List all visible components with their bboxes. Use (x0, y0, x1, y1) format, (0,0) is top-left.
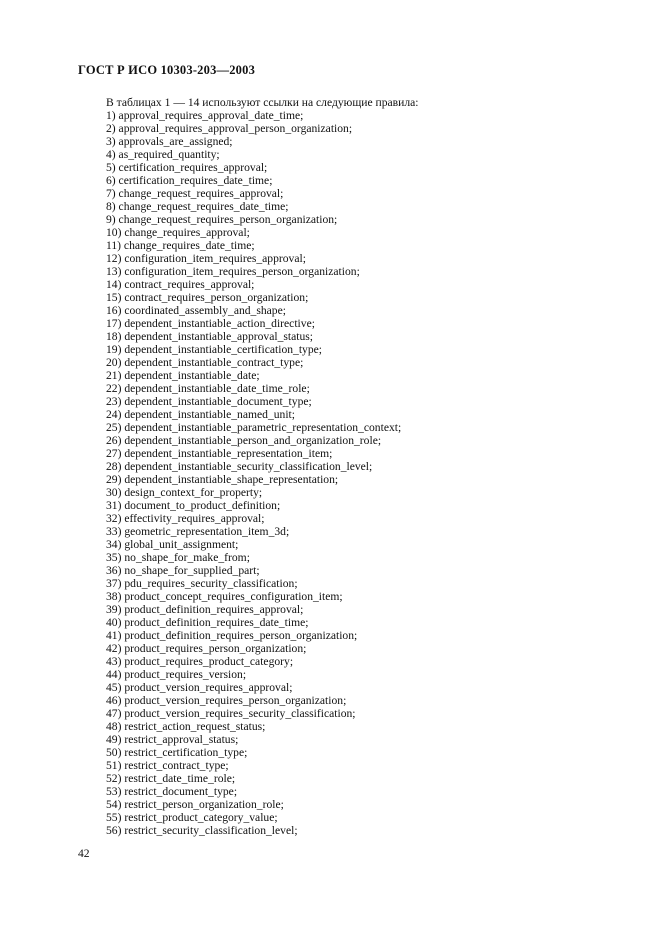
rule-list-item: 14) contract_requires_approval; (106, 278, 255, 291)
rule-list-item: 51) restrict_contract_type; (106, 759, 229, 772)
rule-list-item: 24) dependent_instantiable_named_unit; (106, 408, 295, 421)
rule-list-item: 37) pdu_requires_security_classification; (106, 577, 298, 590)
rule-list-item: 36) no_shape_for_supplied_part; (106, 564, 260, 577)
rule-list-item: 8) change_request_requires_date_time; (106, 200, 289, 213)
rule-list-item: 20) dependent_instantiable_contract_type; (106, 356, 304, 369)
rule-list-item: 11) change_requires_date_time; (106, 239, 255, 252)
rule-list-item: 22) dependent_instantiable_date_time_role; (106, 382, 310, 395)
rule-list-item: 45) product_version_requires_approval; (106, 681, 293, 694)
rule-list-item: 43) product_requires_product_category; (106, 655, 294, 668)
rule-list-item: 54) restrict_person_organization_role; (106, 798, 284, 811)
rules-list (106, 109, 401, 837)
rule-list-item: 16) coordinated_assembly_and_shape; (106, 304, 286, 317)
rule-list-item: 19) dependent_instantiable_certification_type; (106, 343, 323, 356)
rule-list-item: 33) geometric_representation_item_3d; (106, 525, 290, 538)
rule-list-item: 26) dependent_instantiable_person_and_organization_role; (106, 434, 382, 447)
rule-list-item: 3) approvals_are_assigned; (106, 135, 233, 148)
rule-list-item: 48) restrict_action_request_status; (106, 720, 266, 733)
rule-list-item: 52) restrict_date_time_role; (106, 772, 236, 785)
rule-list-item: 49) restrict_approval_status; (106, 733, 239, 746)
rule-list-item: 46) product_version_requires_person_organization; (106, 694, 347, 707)
rule-list-item: 23) dependent_instantiable_document_type; (106, 395, 312, 408)
rule-list-item: 42) product_requires_person_organization; (106, 642, 307, 655)
rule-list-item: 9) change_request_requires_person_organization; (106, 213, 338, 226)
rule-list-item: 50) restrict_certification_type; (106, 746, 248, 759)
page-number: 42 (78, 847, 90, 860)
rule-list-item: 5) certification_requires_approval; (106, 161, 268, 174)
rule-list-item: 40) product_definition_requires_date_time; (106, 616, 309, 629)
rule-list-item: 10) change_requires_approval; (106, 226, 250, 239)
rule-list-item: 28) dependent_instantiable_security_classification_level; (106, 460, 373, 473)
rule-list-item: 35) no_shape_for_make_from; (106, 551, 250, 564)
rule-list-item: 6) certification_requires_date_time; (106, 174, 273, 187)
rule-list-item: 30) design_context_for_property; (106, 486, 263, 499)
rule-list-item: 1) approval_requires_approval_date_time; (106, 109, 304, 122)
rule-list-item: 25) dependent_instantiable_parametric_representation_context; (106, 421, 402, 434)
rule-list-item: 41) product_definition_requires_person_organization; (106, 629, 358, 642)
rule-list-item: 27) dependent_instantiable_representation_item; (106, 447, 333, 460)
rule-list-item: 53) restrict_document_type; (106, 785, 238, 798)
rule-list-item: 38) product_concept_requires_configuration_item; (106, 590, 343, 603)
rule-list-item: 17) dependent_instantiable_action_directive; (106, 317, 315, 330)
rule-list-item: 47) product_version_requires_security_classification; (106, 707, 356, 720)
rule-list-item: 4) as_required_quantity; (106, 148, 220, 161)
intro-paragraph: В таблицах 1 — 14 используют ссылки на следующие правила: (106, 96, 419, 109)
document-header: ГОСТ Р ИСО 10303-203—2003 (78, 63, 256, 77)
rule-list-item: 2) approval_requires_approval_person_organization; (106, 122, 353, 135)
rule-list-item: 12) configuration_item_requires_approval; (106, 252, 306, 265)
rule-list-item: 29) dependent_instantiable_shape_representation; (106, 473, 339, 486)
rule-list-item: 44) product_requires_version; (106, 668, 247, 681)
rule-list-item: 15) contract_requires_person_organization; (106, 291, 309, 304)
rule-list-item: 7) change_request_requires_approval; (106, 187, 284, 200)
rule-list-item: 56) restrict_security_classification_level; (106, 824, 298, 837)
rule-list-item: 18) dependent_instantiable_approval_status; (106, 330, 314, 343)
rule-list-item: 21) dependent_instantiable_date; (106, 369, 260, 382)
rule-list-item: 34) global_unit_assignment; (106, 538, 239, 551)
rule-list-item: 13) configuration_item_requires_person_organization; (106, 265, 360, 278)
rule-list-item: 39) product_definition_requires_approval; (106, 603, 304, 616)
rule-list-item: 55) restrict_product_category_value; (106, 811, 278, 824)
rule-list-item: 31) document_to_product_definition; (106, 499, 281, 512)
rule-list-item: 32) effectivity_requires_approval; (106, 512, 265, 525)
